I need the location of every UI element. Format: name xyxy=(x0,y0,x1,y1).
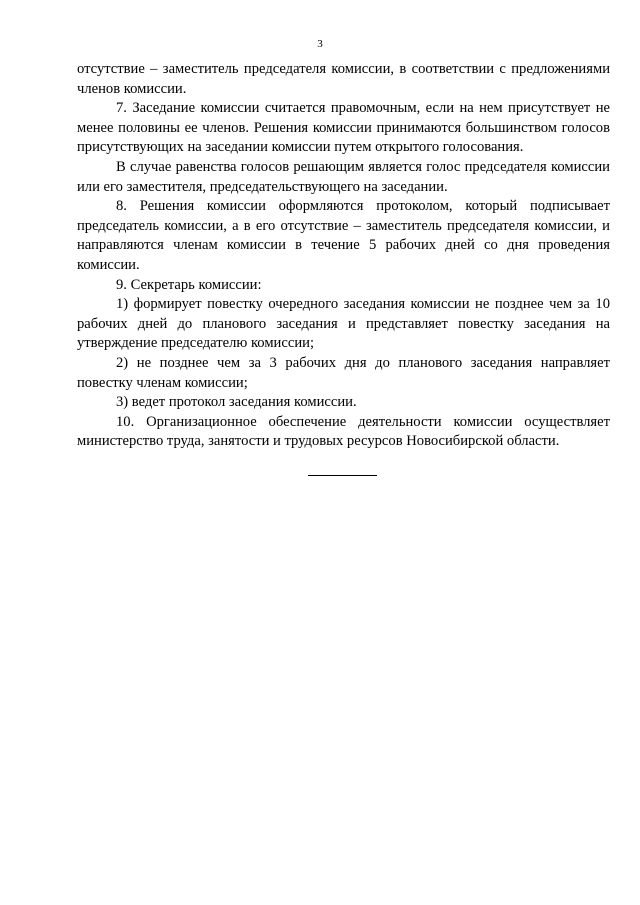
paragraph-item-7: 7. Заседание комиссии считается правомочным, если на нем присутствует не менее половины ее членов. Решения комиссии принимаются большинством голосов присутствующих на заседании комиссии путем открытого голосования. xyxy=(77,100,610,156)
document-body xyxy=(77,60,610,452)
paragraph-continuation: отсутствие – заместитель председателя комиссии, в соответствии с предложениями членов комиссии. xyxy=(77,61,610,97)
paragraph-item-10: 10. Организационное обеспечение деятельности комиссии осуществляет министерство труда, занятости и трудовых ресурсов Новосибирской области. xyxy=(77,413,610,450)
paragraph-item-9-1: 1) формирует повестку очередного заседания комиссии не позднее чем за 10 рабочих дней до планового заседания и представляет повестку заседания на утверждение председателю комиссии; xyxy=(77,296,610,352)
paragraph-item-9-2: 2) не позднее чем за 3 рабочих дня до планового заседания направляет повестку членам комиссии; xyxy=(77,354,610,391)
page-number: 3 xyxy=(317,38,323,50)
paragraph-item-9: 9. Секретарь комиссии: xyxy=(116,276,262,293)
paragraph-tie-vote: В случае равенства голосов решающим является голос председателя комиссии или его заместителя, председательствующего на заседании. xyxy=(77,158,610,195)
paragraph-item-8: 8. Решения комиссии оформляются протоколом, который подписывает председатель комиссии, а в его отсутствие – заместитель председателя комиссии, и направляются членам комиссии в течение 5 рабочих дней со дня проведения комиссии. xyxy=(77,198,610,273)
end-separator-line xyxy=(308,475,377,476)
paragraph-item-9-3: 3) ведет протокол заседания комиссии. xyxy=(116,394,357,411)
